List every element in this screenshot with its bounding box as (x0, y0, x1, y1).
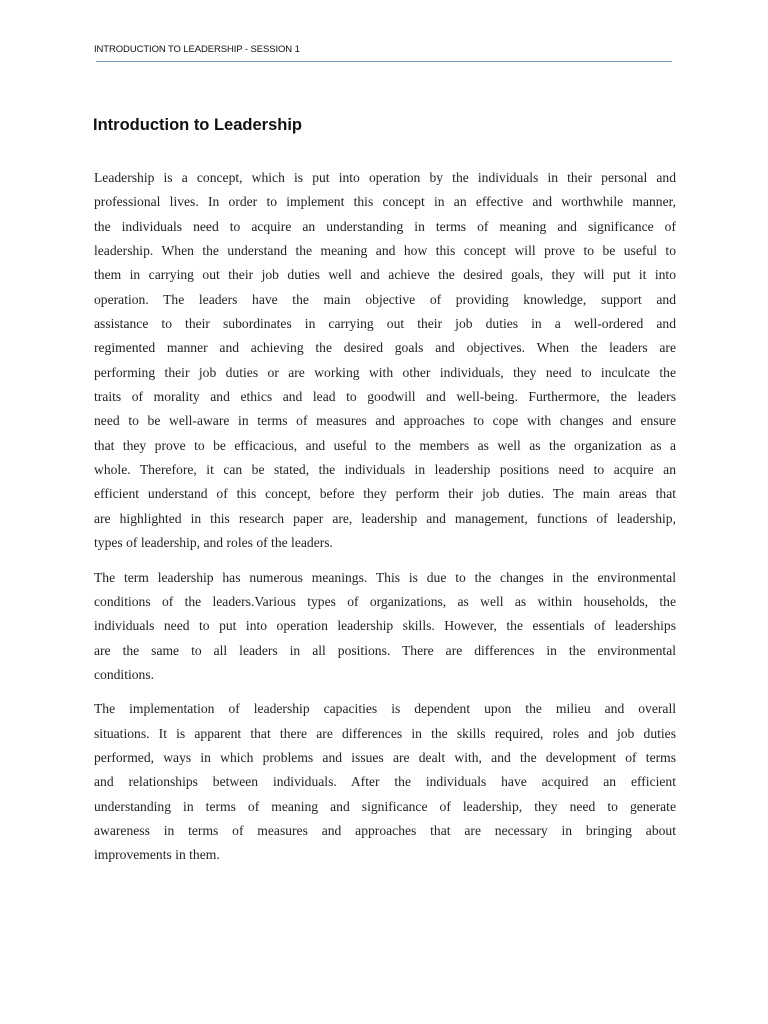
text-line: situations. It is apparent that there are differences in the skills required, roles and job duties (94, 725, 676, 741)
text-line: that they prove to be efficacious, and useful to the members as well as the organization as a (94, 437, 676, 453)
paragraph (94, 166, 676, 556)
running-header: INTRODUCTION TO LEADERSHIP - SESSION 1 (94, 44, 300, 55)
text-line: awareness in terms of measures and approaches that are necessary in bringing about (94, 822, 676, 838)
text-line: are the same to all leaders in all positions. There are differences in the environmental (94, 642, 676, 658)
text-line: traits of morality and ethics and lead to goodwill and well-being. Furthermore, the leaders (94, 389, 676, 405)
text-line: assistance to their subordinates in carrying out their job duties in a well-ordered and (94, 316, 676, 332)
text-line: performed, ways in which problems and issues are dealt with, and the development of terms (94, 749, 676, 765)
text-line: The implementation of leadership capacities is dependent upon the milieu and overall (94, 701, 676, 717)
text-line: need to be well-aware in terms of measures and approaches to cope with changes and ensure (94, 413, 676, 429)
text-line: regimented manner and achieving the desired goals and objectives. When the leaders are (94, 340, 676, 356)
text-line: are highlighted in this research paper are, leadership and management, functions of leadership, (94, 510, 676, 526)
text-line: Leadership is a concept, which is put into operation by the individuals in their personal and (94, 170, 676, 185)
page-title: Introduction to Leadership (93, 116, 302, 134)
document-body (94, 166, 676, 878)
text-line: professional lives. In order to implement this concept in an effective and worthwhile manner, (94, 194, 676, 210)
text-line: operation. The leaders have the main objective of providing knowledge, support and (94, 291, 676, 307)
text-line: improvements in them. (94, 847, 220, 863)
text-line: individuals need to put into operation leadership skills. However, the essentials of leaderships (94, 618, 676, 634)
text-line: performing their job duties or are working with other individuals, they need to inculcate the (94, 364, 676, 380)
text-line: types of leadership, and roles of the leaders. (94, 535, 333, 551)
text-line: understanding in terms of meaning and significance of leadership, they need to generate (94, 798, 676, 814)
header-divider (96, 61, 672, 62)
text-line: the individuals need to acquire an understanding in terms of meaning and significance of (94, 218, 676, 234)
paragraph (94, 566, 676, 688)
text-line: them in carrying out their job duties well and achieve the desired goals, they will put it into (94, 267, 676, 283)
text-line: conditions. (94, 666, 155, 682)
text-line: The term leadership has numerous meanings. This is due to the changes in the environmental (94, 569, 676, 585)
text-line: efficient understand of this concept, before they perform their job duties. The main areas that (94, 486, 676, 502)
text-line: and relationships between individuals. After the individuals have acquired an efficient (94, 774, 676, 790)
text-line: conditions of the leaders.Various types of organizations, as well as within households, the (94, 593, 676, 609)
text-line: leadership. When the understand the meaning and how this concept will prove to be useful to (94, 243, 676, 259)
text-line: whole. Therefore, it can be stated, the individuals in leadership positions need to acquire an (94, 462, 676, 478)
paragraph (94, 697, 676, 867)
